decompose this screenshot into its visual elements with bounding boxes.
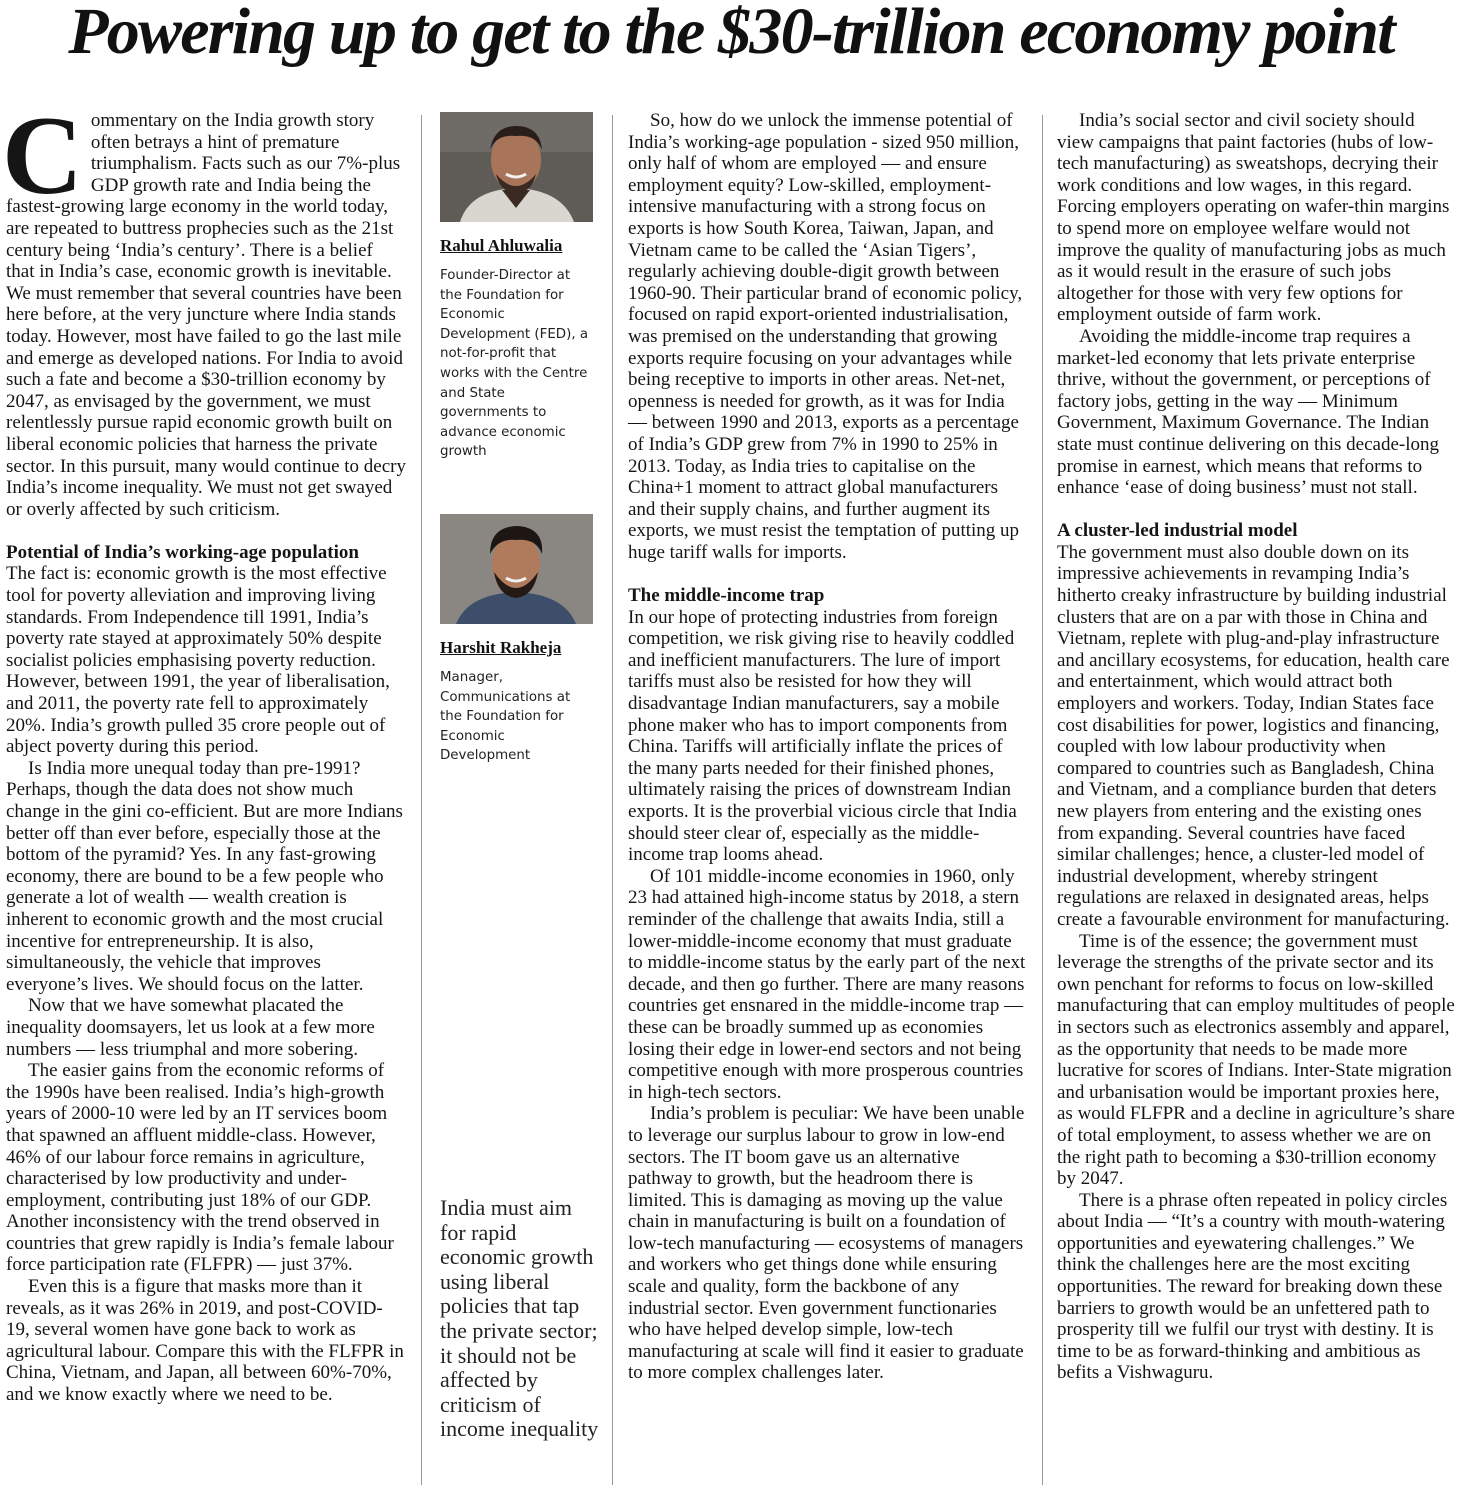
intro-text: ommentary on the India growth story often betrays a hint of premature triumphalism. Facts such as our 7%-plus GDP growth rate and India being the fastest-growing large economy in the world today, are repeated to buttress prophecies such as the 21st century being ‘India’s century’. There is a belief that in India’s case, economic growth is inevitable. We must remember that several countries have been here before, at the very juncture where India stands today. However, most have failed to go the last mile and emerge as developed nations. For India to avoid such a fate and become a $30-trillion economy by 2047, as envisaged by the government, we must relentlessly pursue rapid economic growth built on liberal economic policies that harness the private sector. In this pursuit, many would continue to decry India’s income inequality. We must not get swayed or overly affected by such criticism. [6, 110, 406, 520]
subheading-cluster-led-model: A cluster-led industrial model [1057, 520, 1298, 542]
paragraph: Time is of the essence; the government must leverage the strengths of the private sector and its own penchant for reforms to focus on low-skilled manufacturing that can employ multitudes of people in sectors such as electronics assembly and apparel, as the opportunity that needs to be made more lucrative for scores of Indians. Inter-State migration and urbanisation would be important proxies here, as would FLFPR and a decline in agriculture’s share of total employment, to assess whether we are on the right path to becoming a $30-trillion economy by 2047. [1057, 930, 1455, 1190]
column-1 [2, 94, 406, 1406]
column-divider [421, 115, 422, 1485]
author-role: Founder-Director at the Foundation for Economic Development (FED), a not-for-profit that works with the Centre and State governments to advance economic growth [440, 268, 589, 460]
author-name: Harshit Rakheja [440, 637, 562, 657]
column-divider [612, 115, 613, 1485]
intro-paragraph [2, 94, 406, 520]
dropcap: C [2, 94, 83, 218]
paragraph: India’s problem is peculiar: We have been unable to leverage our surplus labour to grow in low-end sectors. The IT boom gave us an alternative pathway to growth, but the headroom there is limited. This is damaging as moving up the value chain in manufacturing is built on a foundation of low-tech manufacturing — ecosystems of managers and workers who get things done while ensuring scale and quality, form the backbone of any industrial sector. Even government functionaries who have helped develop simple, low-tech manufacturing at scale will find it easier to graduate to more complex challenges later. [628, 1103, 1025, 1384]
author-photo-harshit [440, 514, 593, 624]
column-4 [1057, 110, 1455, 1384]
column-3 [628, 110, 1026, 1384]
paragraph: Is India more unequal today than pre-1991? Perhaps, though the data does not show much change in the gini co-efficient. But are more Indians better off than ever before, especially those at the bottom of the pyramid? Yes. In any fast-growing economy, there are bound to be a few people who generate a lot of wealth — wealth creation is inherent to economic growth and the most crucial incentive for entrepreneurship. It is also, simultaneously, the vehicle that improves everyone’s lives. We should focus on the latter. [6, 757, 403, 995]
author-photo-rahul [440, 112, 593, 222]
pull-quote: India must aim for rapid economic growth using liberal policies that tap the private sector; it should not be affected by criticism of income inequality [440, 1195, 599, 1442]
paragraph: So, how do we unlock the immense potential of India’s working-age population - sized 950 million, only half of whom are employed — and ensure employment equity? Low-skilled, employment-intensive manufacturing with a strong focus on exports is how South Korea, Taiwan, Japan, and Vietnam came to be called the ‘Asian Tigers’, regularly achieving double-digit growth between 1960-90. Their particular brand of economic policy, focused on rapid export-oriented industrialisation, was premised on the understanding that growing exports require focusing on your advantages while being receptive to imports in other areas. Net-net, openness is needed for growth, as it was for India — between 1990 and 2013, exports as a percentage of India’s GDP grew from 7% in 1990 to 25% in 2013. Today, as India tries to capitalise on the China+1 moment to attract global manufacturers and their supply chains, and further augment its exports, we must resist the temptation of putting up huge tariff walls for imports. [628, 110, 1023, 563]
paragraph: Now that we have somewhat placated the inequality doomsayers, let us look at a few more numbers — less triumphal and more sobering. [6, 995, 375, 1060]
paragraph: The government must also double down on its impressive achievements in revamping India’s hitherto creaky infrastructure by building industrial clusters that are on a par with those in China and Vietnam, replete with plug-and-play infrastructure and ancillary ecosystems, for education, health care and entertainment, which would attract both employers and workers. Today, Indian States face cost disabilities for power, logistics and financing, coupled with low labour productivity when compared to countries such as Bangladesh, China and Vietnam, and a compliance burden that deters new players from entering and the existing ones from expanding. Several countries have faced similar challenges; hence, a cluster-led model of industrial development, whereby stringent regulations are relaxed in designated areas, helps create a favourable environment for manufacturing. [1057, 541, 1450, 930]
paragraph: The fact is: economic growth is the most effective tool for poverty alleviation and improving living standards. From Independence till 1991, India’s poverty rate stayed at approximately 50% despite socialist policies emphasising poverty reduction. However, between 1991, the year of liberalisation, and 2011, the poverty rate fell to approximately 20%. India’s growth pulled 35 crore people out of abject poverty during this period. [6, 563, 390, 758]
author-sidebar [440, 112, 595, 766]
paragraph: Even this is a figure that masks more than it reveals, as it was 26% in 2019, and post-COVID-19, several women have gone back to work as agricultural labour. Compare this with the FLFPR in China, Vietnam, and Japan, all between 60%-70%, and we know exactly where we need to be. [6, 1276, 404, 1406]
paragraph: There is a phrase often repeated in policy circles about India — “It’s a country with mouth-watering opportunities and eyewatering challenges.” We think the challenges here are the most exciting opportunities. The reward for breaking down these barriers to growth would be an unfettered path to prosperity till we fulfil our tryst with destiny. It is time to be as forward-thinking and ambitious as befits a Vishwaguru. [1057, 1189, 1448, 1384]
paragraph: The easier gains from the economic reforms of the 1990s have been realised. India’s high-growth years of 2000-10 were led by an IT services boom that spawned an affluent middle-class. However, 46% of our labour force remains in agriculture, characterised by low productivity and under-employment, contributing just 18% of our GDP. Another inconsistency with the trend observed in countries that grew rapidly is India’s female labour force participation rate (FLFPR) — just 37%. [6, 1060, 394, 1276]
author-role: Manager, Communications at the Foundation for Economic Development [440, 669, 571, 764]
headline: Powering up to get to the $30-trillion economy point [68, 0, 1394, 68]
subheading-working-age: Potential of India’s working-age population [6, 541, 359, 563]
paragraph: Of 101 middle-income economies in 1960, only 23 had attained high-income status by 2018, a stern reminder of the challenge that awaits India, still a lower-middle-income economy that must graduate to middle-income status by the early part of the next decade, and then go further. There are many reasons countries get ensnared in the middle-income trap — these can be broadly summed up as economies losing their edge in lower-end sectors and not being competitive enough with more prosperous countries in high-tech sectors. [628, 865, 1026, 1103]
column-divider [1042, 115, 1043, 1485]
paragraph: India’s social sector and civil society should view campaigns that paint factories (hubs of low-tech manufacturing) as sweatshops, decrying their work conditions and low wages, in this regard. Forcing employers operating on wafer-thin margins to spend more on employee welfare would not improve the quality of manufacturing jobs as much as it would result in the erasure of such jobs altogether for those with very few options for employment outside of farm work. [1057, 110, 1450, 326]
author-name: Rahul Ahluwalia [440, 236, 563, 255]
paragraph: In our hope of protecting industries from foreign competition, we risk giving rise to heavily coddled and inefficient manufacturers. The lure of import tariffs must also be resisted for how they will disadvantage Indian manufacturers, say a mobile phone maker who has to import components from China. Tariffs will artificially inflate the prices of the many parts needed for their finished phones, ultimately raising the prices of downstream Indian exports. It is the proverbial vicious circle that India should steer clear of, especially as the middle-income trap looms ahead. [628, 606, 1017, 866]
subheading-middle-income-trap: The middle-income trap [628, 585, 825, 607]
paragraph: Avoiding the middle-income trap requires a market-led economy that lets private enterprise thrive, without the government, or perceptions of factory jobs, getting in the way — Minimum Government, Maximum Governance. The Indian state must continue delivering on this decade-long promise in earnest, which means that reforms to enhance ‘ease of doing business’ must not stall. [1057, 325, 1440, 499]
